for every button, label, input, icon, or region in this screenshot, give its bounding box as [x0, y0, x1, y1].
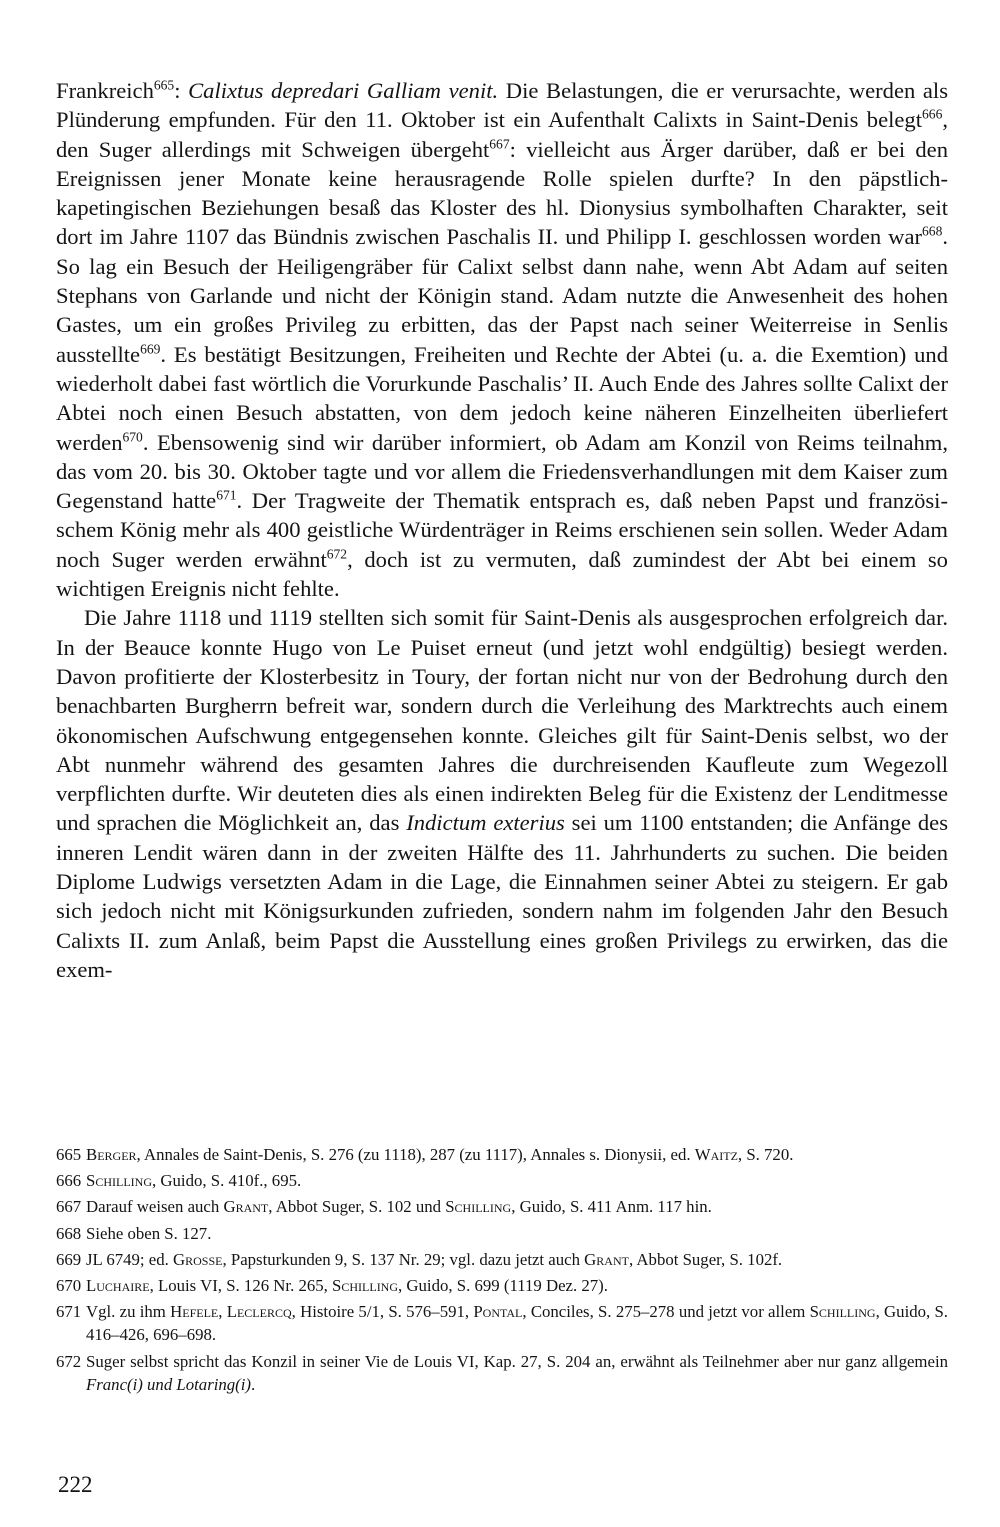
- footnote-number: 668: [56, 1223, 82, 1243]
- footnote-669: [56, 1248, 948, 1271]
- text-run: , Abbot Suger, S. 102 und: [268, 1197, 446, 1217]
- footnote-number: 667: [56, 1197, 82, 1217]
- text-run: , S. 720.: [737, 1145, 794, 1164]
- footnote-number: 669: [56, 1249, 82, 1269]
- text-run: : vielleicht aus Ärger darüber, daß er bei den Ereignissen jener Monate keine herausragende Rolle spielen durfte? In den päpstlich-kapetingischen Beziehungen besaß das Kloster des hl. Dionysius symbolhaften Charakter, seit dort im Jahre 1107 das Bündnis zwischen Paschalis II. und Philipp I. geschlossen worden war: [56, 136, 948, 250]
- footnote-text: [86, 1350, 948, 1396]
- text-run: , den Suger allerdings mit Schweigen übergeht: [56, 107, 948, 162]
- text-run: sei um 1100 entstanden; die Anfänge des inneren Lendit wären dann in der zweiten Hälfte des 11. Jahrhunderts zu suchen. Die beiden Diplome Ludwigs versetzten Adam in die Lage, die Einnahmen seiner Abtei zu steigern. Er gab sich jedoch nicht mit Königsurkunden zufrieden, sondern nahm im folgenden Jahr den Besuch Calixts II. zum Anlaß, beim Papst die Ausstellung eines großen Privilegs zu erwirken, das die exem-: [56, 810, 948, 982]
- text-run: Die Belastungen, die er verursachte, werden als Plünderung empfunden. Für den 11. Oktober ist ein Aufenthalt Calixts in Saint-Denis belegt: [56, 78, 948, 133]
- text-run: JL 6749; ed.: [86, 1249, 174, 1269]
- text-run: Siehe oben S. 127.: [86, 1223, 212, 1243]
- text-run: , Guido, S. 416–426, 696–698.: [86, 1302, 948, 1345]
- footnote-ref-669: 669: [140, 341, 161, 357]
- text-run: . Der Tragweite der Thematik entsprach es, daß neben Papst und französischem König mehr als 400 geistliche Würdenträger in Reims erschienen sein sollen. Weder Adam noch Suger werden erwähnt: [56, 488, 948, 572]
- footnote-number: 670: [56, 1276, 82, 1296]
- text-run: , Guido, S. 410f., 695.: [152, 1171, 302, 1191]
- footnote-text: [86, 1169, 948, 1192]
- author-name: Berger: [86, 1145, 137, 1164]
- author-name: Schilling: [332, 1276, 399, 1296]
- text-run: , Histoire 5/1, S. 576–591,: [291, 1302, 474, 1322]
- text-run: , Annales de Saint-Denis, S. 276 (zu 1118), 287 (zu 1117), Annales s. Dionysii, ed.: [136, 1145, 695, 1164]
- author-name: Luchaire: [86, 1276, 150, 1296]
- paragraph-1: [56, 76, 948, 603]
- page-number: 222: [58, 1472, 93, 1497]
- text-run: , doch ist zu vermuten, daß zumindest der Abt bei einem so wichtigen Ereignis nicht fehlte.: [56, 546, 948, 602]
- footnote-ref-667: 667: [489, 136, 510, 152]
- text-run: , Guido, S. 699 (1119 Dez. 27).: [398, 1276, 608, 1296]
- text-run: . So lag ein Besuch der Heiligengräber für Calixt selbst dann nahe, wenn Abt Adam auf seiten Stephans von Garlande und nicht der Königin stand. Adam nutzte die Anwesenheit des hohen Gastes, um ein großes Privileg zu erbitten, das der Papst nach seiner Weiterreise in Senlis ausstellte: [56, 224, 948, 367]
- footnote-ref-670: 670: [122, 429, 143, 445]
- footnote-671: [56, 1300, 948, 1346]
- author-name: Grant: [584, 1249, 629, 1269]
- author-name: Leclercq: [226, 1302, 292, 1322]
- latin-quote: Calixtus depredari Galliam venit.: [188, 78, 499, 103]
- paragraph-2: [56, 603, 948, 984]
- main-text: [56, 76, 948, 984]
- footnote-number: 671: [56, 1302, 82, 1322]
- author-name: Hefele: [170, 1302, 219, 1322]
- footnote-text: [86, 1248, 948, 1271]
- author-name: Waitz: [694, 1145, 738, 1164]
- footnote-text: [86, 1300, 948, 1346]
- author-name: Pontal: [473, 1302, 523, 1322]
- text-run: , Louis VI, S. 126 Nr. 265,: [149, 1276, 333, 1296]
- footnotes: [56, 1143, 948, 1399]
- footnote-text: [86, 1274, 948, 1297]
- footnote-672: [56, 1350, 948, 1396]
- footnote-text: [86, 1195, 948, 1218]
- footnote-text: [86, 1222, 948, 1245]
- author-name: Schilling: [445, 1197, 512, 1217]
- footnote-666: [56, 1169, 948, 1192]
- text-run: :: [174, 78, 189, 103]
- footnote-number: 665: [56, 1145, 82, 1164]
- text-run: . Ebensowenig sind wir darüber informiert, ob Adam am Konzil von Reims teilnahm, das vom 20. bis 30. Oktober tagte und vor allem die Friedensverhandlungen mit dem Kaiser zum Gegenstand hatte: [56, 429, 948, 514]
- footnote-ref-668: 668: [922, 224, 943, 240]
- text-run: ,: [218, 1302, 227, 1322]
- footnote-668: [56, 1222, 948, 1245]
- text-run: Suger selbst spricht das Konzil in seiner Vie de Louis VI, Kap. 27, S. 204 an, erwähnt als Teilnehmer aber nur ganz allgemein: [86, 1351, 948, 1371]
- text-run: , Abbot Suger, S. 102f.: [628, 1249, 783, 1269]
- text-run: , Guido, S. 411 Anm. 117 hin.: [511, 1197, 712, 1217]
- footnote-ref-672: 672: [326, 546, 348, 562]
- footnote-ref-665: 665: [153, 77, 175, 93]
- text-run: , Papsturkunden 9, S. 137 Nr. 29; vgl. dazu jetzt auch: [222, 1249, 585, 1269]
- author-name: Grant: [223, 1197, 269, 1217]
- latin-term: Indictum exterius: [406, 810, 565, 836]
- text-run: , Conciles, S. 275–278 und jetzt vor allem: [522, 1302, 810, 1322]
- footnote-ref-666: 666: [922, 106, 943, 122]
- footnote-667: [56, 1195, 948, 1218]
- footnote-number: 666: [56, 1171, 82, 1191]
- text-run: Vgl. zu ihm: [86, 1302, 171, 1322]
- author-name: Grosse: [173, 1249, 223, 1269]
- footnote-number: 672: [56, 1351, 82, 1371]
- footnote-670: [56, 1274, 948, 1297]
- footnote-text: [86, 1143, 948, 1166]
- text-run: Darauf weisen auch: [86, 1197, 224, 1217]
- author-name: Schilling: [809, 1302, 876, 1322]
- footnote-ref-671: 671: [216, 487, 237, 503]
- text-run: .: [251, 1374, 256, 1394]
- text-run: Die Jahre 1118 und 1119 stellten sich somit für Saint-Denis als ausgesprochen erfolgreich dar. In der Beauce konnte Hugo von Le Puiset erneut (und jetzt wohl endgültig) besiegt werden. Davon profitierte der Klosterbesitz in Toury, der fortan nicht nur von der Bedrohung durch den benachbarten Burgherrn befreit war, sondern durch die Verleihung des Marktrechts auch einem ökonomischen Aufschwung entgegensehen konnte. Gleiches gilt für Saint-Denis selbst, wo der Abt nunmehr während des gesamten Jahres die durchreisenden Kaufleute zum Wegezoll verpflichten durfte. Wir deuteten dies als einen indirekten Beleg für die Existenz der Lenditmesse und sprachen die Möglichkeit an, das: [56, 605, 948, 836]
- footnote-665: [56, 1143, 948, 1166]
- author-name: Schilling: [86, 1171, 152, 1191]
- text-run: . Es bestätigt Besitzungen, Freiheiten und Rechte der Abtei (u. a. die Exemtion) und wiederholt dabei fast wörtlich die Vorurkunde Paschalis’ II. Auch Ende des Jahres sollte Calixt der Abtei noch einen Besuch abstatten, von dem jedoch keine näheren Einzelheiten überliefert werden: [56, 341, 948, 455]
- latin-term: Franc(i) und Lotaring(i): [86, 1374, 252, 1394]
- text-run: Frankreich: [56, 78, 154, 103]
